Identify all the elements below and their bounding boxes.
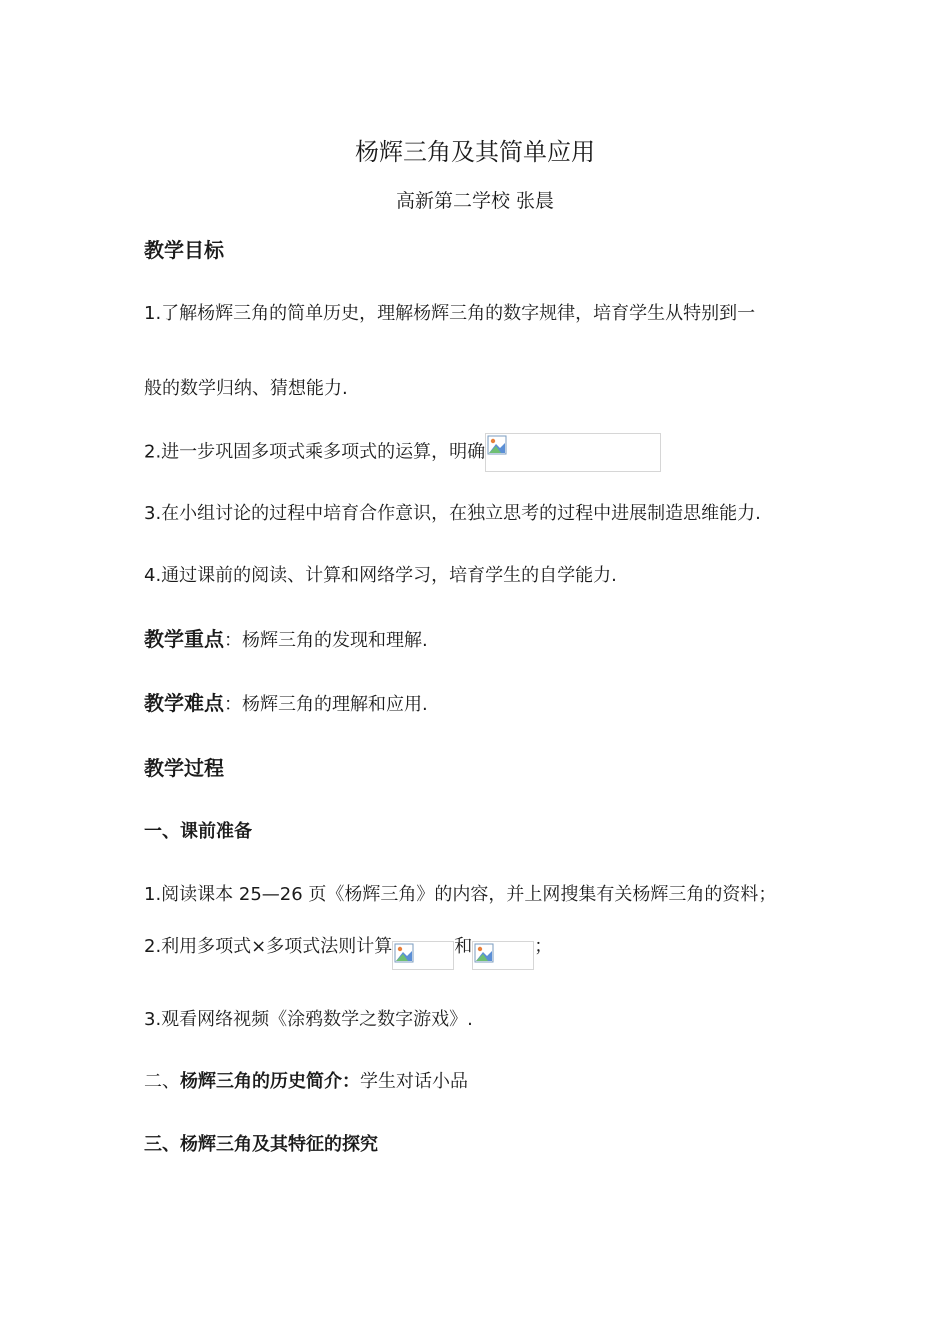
document-title: 杨辉三角及其简单应用 xyxy=(355,138,595,166)
prep-item-1: 1.阅读课本 25—26 页《杨辉三角》的内容，并上网搜集有关杨辉三角的资料； xyxy=(144,884,777,905)
goal-2 xyxy=(144,433,661,472)
difficult-point xyxy=(144,691,428,717)
broken-image-icon xyxy=(392,941,454,970)
broken-image-icon xyxy=(472,941,534,970)
broken-image-icon xyxy=(485,433,661,472)
key-point-text: ：杨辉三角的发现和理解. xyxy=(224,630,428,651)
section-2-rest: 学生对话小品 xyxy=(360,1071,468,1092)
goal-1-line-1: 1.了解杨辉三角的简单历史，理解杨辉三角的数字规律，培育学生从特别到一 xyxy=(144,303,756,324)
document-subtitle: 高新第二学校 张晨 xyxy=(395,190,555,212)
goals-heading: 教学目标 xyxy=(144,238,224,262)
section-2-heading xyxy=(144,1070,468,1094)
section-1-heading: 一、课前准备 xyxy=(144,821,252,842)
difficult-point-text: ：杨辉三角的理解和应用. xyxy=(224,694,428,715)
goal-3: 3.在小组讨论的过程中培育合作意识，在独立思考的过程中进展制造思维能力. xyxy=(144,503,761,524)
key-point-label: 教学重点 xyxy=(144,627,224,651)
prep-item-2-text: 2.利用多项式×多项式法则计算 xyxy=(144,936,393,957)
goal-1-line-2: 般的数学归纳、猜想能力. xyxy=(144,378,348,399)
process-heading: 教学过程 xyxy=(144,756,224,780)
section-3-heading: 三、杨辉三角及其特征的探究 xyxy=(144,1134,378,1155)
difficult-point-label: 教学难点 xyxy=(144,691,224,715)
prep-item-2-and: 和 xyxy=(454,936,473,957)
prep-item-2-end: ； xyxy=(534,936,553,957)
section-2-title: 杨辉三角的历史简介： xyxy=(180,1071,360,1092)
prep-item-3: 3.观看网络视频《涂鸦数学之数字游戏》. xyxy=(144,1009,473,1030)
goal-2-text: 2.进一步巩固多项式乘多项式的运算，明确 xyxy=(144,441,486,463)
key-point xyxy=(144,627,428,653)
prep-item-2 xyxy=(144,935,552,970)
goal-4: 4.通过课前的阅读、计算和网络学习，培育学生的自学能力. xyxy=(144,565,617,586)
section-2-prefix: 二、 xyxy=(144,1071,180,1092)
